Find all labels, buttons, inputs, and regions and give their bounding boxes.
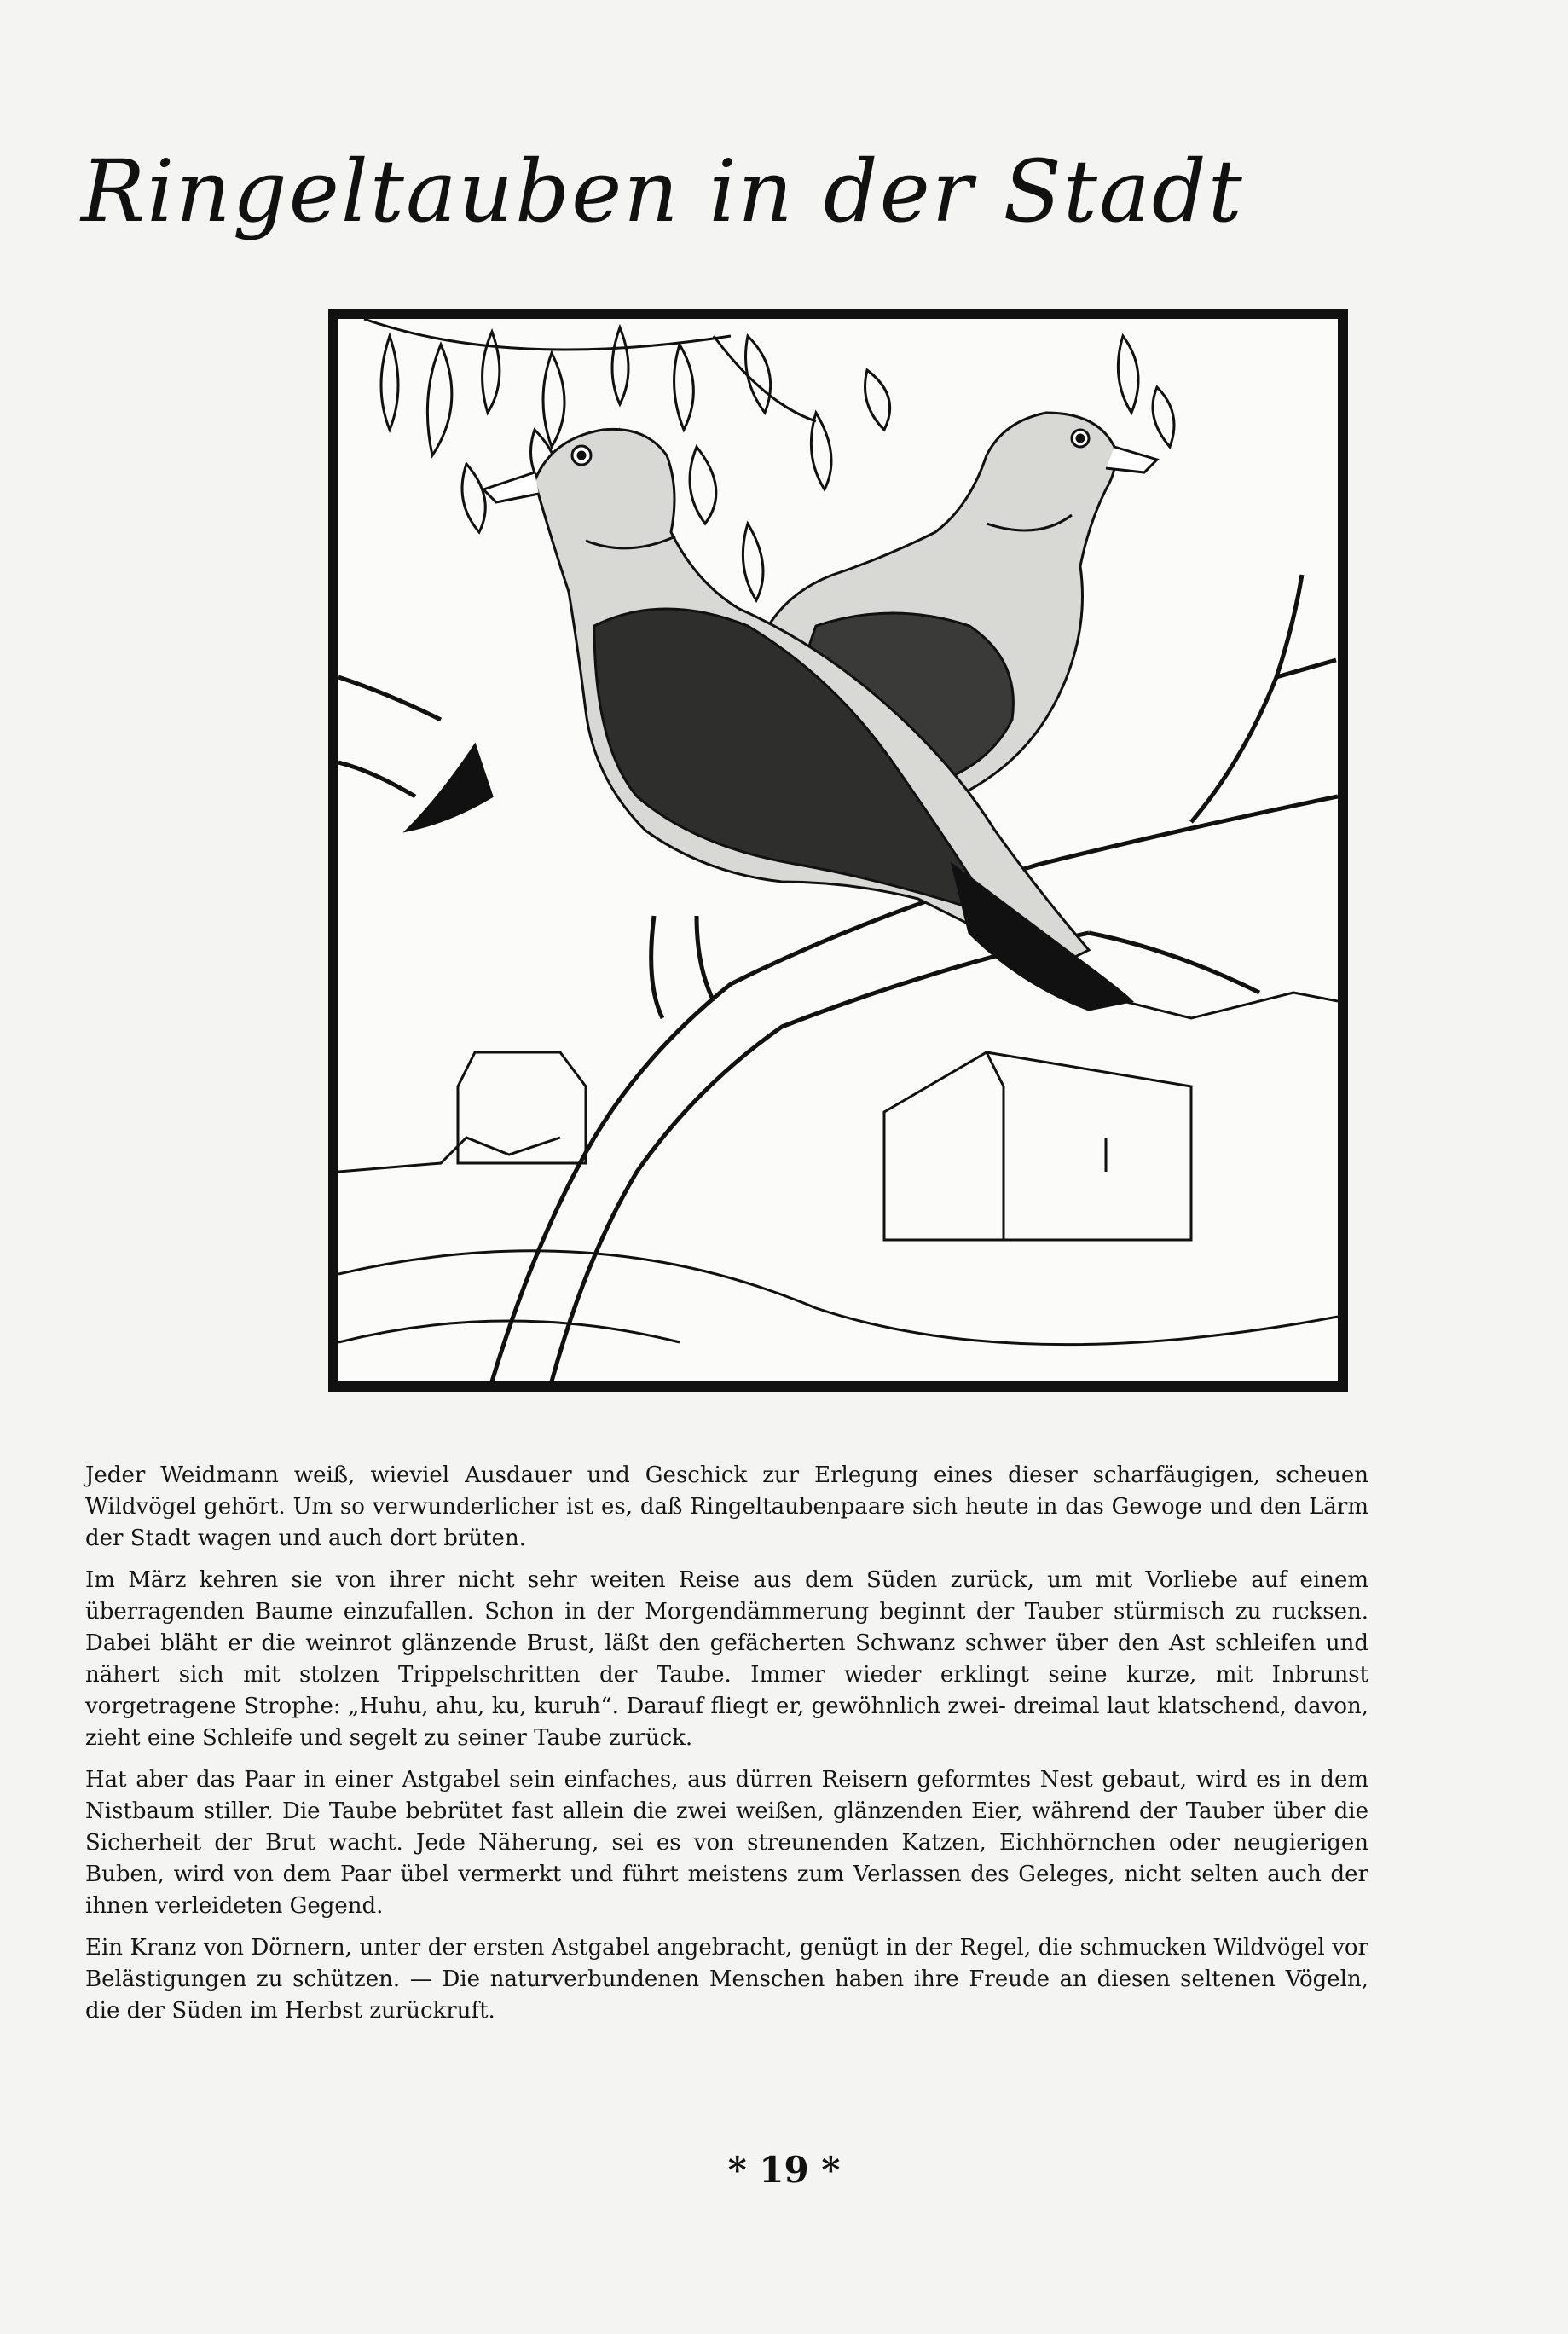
page-title: Ringeltauben in der Stadt: [81, 142, 1244, 241]
paragraph: Ein Kranz von Dörnern, unter der ersten Astgabel angebracht, genügt in der Regel, die schmucken Wildvögel vor Belästigungen zu schützen. — Die naturverbundenen Menschen haben ihre Freude an diesen seltenen Vögeln, die der Süden im Herbst zurückruft.: [85, 1935, 1368, 2024]
paragraph: Im März kehren sie von ihrer nicht sehr weiten Reise aus dem Süden zurück, um mit Vorliebe auf einem überragenden Baume einzufallen. Schon in der Morgendämmerung beginnt der Tauber stürmisch zu rucksen. Dabei bläht er die weinrot glänzende Brust, läßt den gefächerten Schwanz schwer über den Ast schleifen und nähert sich mit stolzen Trippelschritten der Taube. Immer wieder erklingt seine kurze, mit Inbrunst vorgetragene Strophe: „Huhu, ahu, ku, kuruh“. Darauf fliegt er, gewöhnlich zwei- dreimal laut klatschend, davon, zieht eine Schleife und segelt zu seiner Taube zurück.: [85, 1567, 1368, 1751]
paragraph: Hat aber das Paar in einer Astgabel sein einfaches, aus dürren Reisern geformtes Nest gebaut, wird es in dem Nistbaum stiller. Die Taube bebrütet fast allein die zwei weißen, glänzenden Eier, während der Tauber über die Sicherheit der Brut wacht. Jede Näherung, sei es von streunenden Katzen, Eichhörnchen oder neugierigen Buben, wird von dem Paar übel vermerkt und führt meistens zum Verlassen des Geleges, nicht selten auch der ihnen verleideten Gegend.: [85, 1767, 1368, 1919]
page-number: * 19 *: [727, 2149, 841, 2191]
pigeon-drawing: [338, 319, 1338, 1381]
town-houses: [338, 984, 1338, 1345]
pigeon-illustration: [328, 309, 1348, 1392]
paragraph: Jeder Weidmann weiß, wieviel Ausdauer und Geschick zur Erlegung eines dieser scharfäugigen, scheuen Wildvögel gehört. Um so verwunderlicher ist es, daß Ringeltaubenpaare sich heute in das Gewoge und den Lärm der Stadt wagen und auch dort brüten.: [85, 1462, 1368, 1551]
article-text: [85, 1460, 1368, 2037]
